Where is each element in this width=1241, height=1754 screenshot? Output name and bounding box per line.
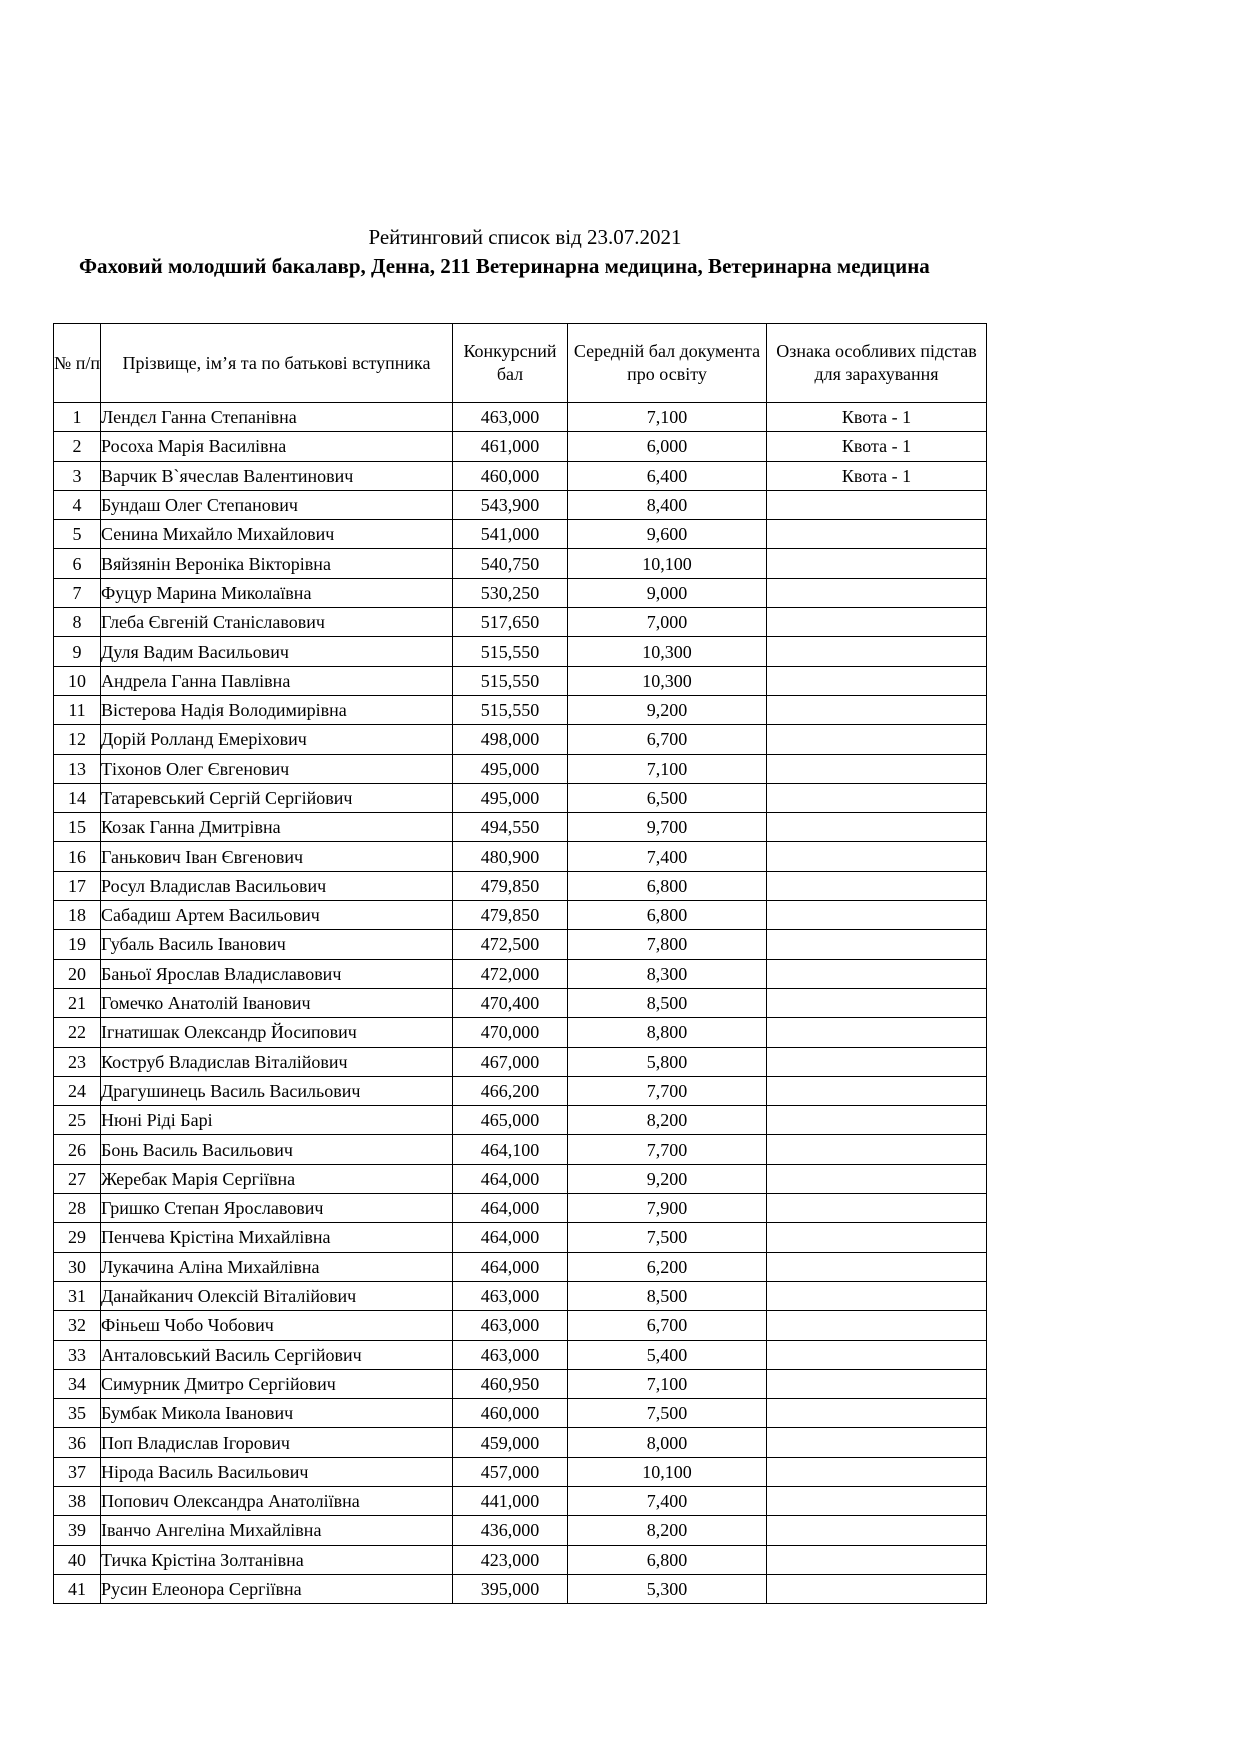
average-grade: 8,300 <box>568 959 767 988</box>
average-grade: 6,400 <box>568 461 767 490</box>
applicant-name: Іванчо Ангеліна Михайлівна <box>101 1516 453 1545</box>
table-row <box>54 1340 987 1369</box>
average-grade: 7,700 <box>568 1135 767 1164</box>
competition-score: 472,500 <box>453 930 568 959</box>
table-row <box>54 1135 987 1164</box>
competition-score: 467,000 <box>453 1047 568 1076</box>
header-average-grade: Середній бал документа про освіту <box>568 324 767 403</box>
special-grounds <box>767 1047 987 1076</box>
table-row <box>54 666 987 695</box>
rating-table <box>53 323 987 1604</box>
table-row <box>54 901 987 930</box>
average-grade: 5,800 <box>568 1047 767 1076</box>
average-grade: 6,700 <box>568 1311 767 1340</box>
special-grounds <box>767 725 987 754</box>
row-number: 7 <box>54 578 101 607</box>
applicant-name: Данайканич Олексій Віталійович <box>101 1281 453 1310</box>
average-grade: 9,200 <box>568 695 767 724</box>
row-number: 29 <box>54 1223 101 1252</box>
special-grounds <box>767 1223 987 1252</box>
applicant-name: Лендєл Ганна Степанівна <box>101 403 453 432</box>
average-grade: 7,500 <box>568 1399 767 1428</box>
competition-score: 463,000 <box>453 1281 568 1310</box>
applicant-name: Фуцур Марина Миколаївна <box>101 578 453 607</box>
applicant-name: Поп Владислав Ігорович <box>101 1428 453 1457</box>
row-number: 26 <box>54 1135 101 1164</box>
table-row <box>54 1399 987 1428</box>
row-number: 15 <box>54 813 101 842</box>
competition-score: 436,000 <box>453 1516 568 1545</box>
table-row <box>54 1164 987 1193</box>
table-row <box>54 608 987 637</box>
applicant-name: Сабадиш Артем Васильович <box>101 901 453 930</box>
average-grade: 7,000 <box>568 608 767 637</box>
table-row <box>54 930 987 959</box>
applicant-name: Попович Олександра Анатоліївна <box>101 1486 453 1515</box>
row-number: 5 <box>54 520 101 549</box>
competition-score: 465,000 <box>453 1106 568 1135</box>
special-grounds <box>767 988 987 1017</box>
special-grounds <box>767 959 987 988</box>
table-row <box>54 754 987 783</box>
row-number: 22 <box>54 1018 101 1047</box>
row-number: 39 <box>54 1516 101 1545</box>
competition-score: 540,750 <box>453 549 568 578</box>
row-number: 31 <box>54 1281 101 1310</box>
row-number: 9 <box>54 637 101 666</box>
table-row <box>54 432 987 461</box>
table-row <box>54 1369 987 1398</box>
average-grade: 6,000 <box>568 432 767 461</box>
row-number: 24 <box>54 1076 101 1105</box>
table-row <box>54 637 987 666</box>
competition-score: 541,000 <box>453 520 568 549</box>
document-title: Рейтинговий список від 23.07.2021 <box>368 225 682 249</box>
average-grade: 10,100 <box>568 549 767 578</box>
applicant-name: Варчик В`ячеслав Валентинович <box>101 461 453 490</box>
row-number: 4 <box>54 490 101 519</box>
competition-score: 441,000 <box>453 1486 568 1515</box>
applicant-name: Дорій Ролланд Емеріхович <box>101 725 453 754</box>
applicant-name: Бонь Василь Васильович <box>101 1135 453 1164</box>
table-row <box>54 1457 987 1486</box>
average-grade: 8,500 <box>568 988 767 1017</box>
row-number: 33 <box>54 1340 101 1369</box>
competition-score: 395,000 <box>453 1574 568 1603</box>
table-row <box>54 461 987 490</box>
header-full-name: Прізвище, ім’я та по батькові вступника <box>101 324 453 403</box>
applicant-name: Тіхонов Олег Євгенович <box>101 754 453 783</box>
row-number: 21 <box>54 988 101 1017</box>
special-grounds <box>767 1018 987 1047</box>
applicant-name: Бумбак Микола Іванович <box>101 1399 453 1428</box>
applicant-name: Ігнатишак Олександр Йосипович <box>101 1018 453 1047</box>
applicant-name: Сенина Михайло Михайлович <box>101 520 453 549</box>
special-grounds <box>767 1486 987 1515</box>
table-row <box>54 813 987 842</box>
competition-score: 464,000 <box>453 1194 568 1223</box>
applicant-name: Фіньеш Чобо Чобович <box>101 1311 453 1340</box>
applicant-name: Вяйзянін Вероніка Вікторівна <box>101 549 453 578</box>
table-header-row <box>54 324 987 403</box>
row-number: 38 <box>54 1486 101 1515</box>
header-competition-score: Конкурсний бал <box>453 324 568 403</box>
special-grounds: Квота - 1 <box>767 461 987 490</box>
competition-score: 479,850 <box>453 901 568 930</box>
applicant-name: Росоха Марія Василівна <box>101 432 453 461</box>
applicant-name: Дуля Вадим Васильович <box>101 637 453 666</box>
competition-score: 515,550 <box>453 666 568 695</box>
table-row <box>54 725 987 754</box>
row-number: 13 <box>54 754 101 783</box>
special-grounds <box>767 783 987 812</box>
average-grade: 6,700 <box>568 725 767 754</box>
table-row <box>54 1516 987 1545</box>
average-grade: 8,400 <box>568 490 767 519</box>
average-grade: 7,900 <box>568 1194 767 1223</box>
table-row <box>54 783 987 812</box>
special-grounds <box>767 1545 987 1574</box>
applicant-name: Губаль Василь Іванович <box>101 930 453 959</box>
special-grounds: Квота - 1 <box>767 432 987 461</box>
special-grounds <box>767 1516 987 1545</box>
competition-score: 495,000 <box>453 783 568 812</box>
competition-score: 463,000 <box>453 1340 568 1369</box>
special-grounds <box>767 1369 987 1398</box>
average-grade: 7,100 <box>568 403 767 432</box>
row-number: 25 <box>54 1106 101 1135</box>
table-row <box>54 1252 987 1281</box>
row-number: 35 <box>54 1399 101 1428</box>
table-row <box>54 1223 987 1252</box>
table-row <box>54 1281 987 1310</box>
row-number: 20 <box>54 959 101 988</box>
applicant-name: Бундаш Олег Степанович <box>101 490 453 519</box>
applicant-name: Нірода Василь Васильович <box>101 1457 453 1486</box>
row-number: 30 <box>54 1252 101 1281</box>
applicant-name: Татаревський Сергій Сергійович <box>101 783 453 812</box>
special-grounds <box>767 1311 987 1340</box>
table-row <box>54 1018 987 1047</box>
competition-score: 464,000 <box>453 1164 568 1193</box>
table-row <box>54 578 987 607</box>
special-grounds <box>767 1340 987 1369</box>
special-grounds <box>767 754 987 783</box>
average-grade: 9,600 <box>568 520 767 549</box>
header-special-grounds: Ознака особливих підстав для зарахування <box>767 324 987 403</box>
table-row <box>54 549 987 578</box>
document-subtitle: Фаховий молодший бакалавр, Денна, 211 Ветеринарна медицина, Ветеринарна медицина <box>79 254 930 278</box>
competition-score: 470,000 <box>453 1018 568 1047</box>
average-grade: 10,100 <box>568 1457 767 1486</box>
competition-score: 460,950 <box>453 1369 568 1398</box>
competition-score: 543,900 <box>453 490 568 519</box>
table-row <box>54 1106 987 1135</box>
table-row <box>54 959 987 988</box>
applicant-name: Росул Владислав Васильович <box>101 871 453 900</box>
special-grounds <box>767 842 987 871</box>
table-row <box>54 1076 987 1105</box>
applicant-name: Гришко Степан Ярославович <box>101 1194 453 1223</box>
special-grounds <box>767 930 987 959</box>
row-number: 34 <box>54 1369 101 1398</box>
average-grade: 7,400 <box>568 1486 767 1515</box>
competition-score: 461,000 <box>453 432 568 461</box>
row-number: 3 <box>54 461 101 490</box>
special-grounds <box>767 608 987 637</box>
row-number: 40 <box>54 1545 101 1574</box>
special-grounds <box>767 1076 987 1105</box>
special-grounds <box>767 1428 987 1457</box>
applicant-name: Андрела Ганна Павлівна <box>101 666 453 695</box>
row-number: 14 <box>54 783 101 812</box>
row-number: 2 <box>54 432 101 461</box>
competition-score: 479,850 <box>453 871 568 900</box>
table-row <box>54 871 987 900</box>
average-grade: 10,300 <box>568 637 767 666</box>
special-grounds: Квота - 1 <box>767 403 987 432</box>
competition-score: 515,550 <box>453 637 568 666</box>
row-number: 17 <box>54 871 101 900</box>
row-number: 23 <box>54 1047 101 1076</box>
special-grounds <box>767 1135 987 1164</box>
table-row <box>54 1311 987 1340</box>
row-number: 41 <box>54 1574 101 1603</box>
average-grade: 6,800 <box>568 1545 767 1574</box>
applicant-name: Нюні Ріді Барі <box>101 1106 453 1135</box>
applicant-name: Глеба Євгеній Станіславович <box>101 608 453 637</box>
special-grounds <box>767 637 987 666</box>
table-row <box>54 1574 987 1603</box>
competition-score: 463,000 <box>453 1311 568 1340</box>
competition-score: 515,550 <box>453 695 568 724</box>
row-number: 27 <box>54 1164 101 1193</box>
header-number: № п/п <box>54 324 101 403</box>
table-row <box>54 403 987 432</box>
average-grade: 6,200 <box>568 1252 767 1281</box>
special-grounds <box>767 1399 987 1428</box>
table-row <box>54 520 987 549</box>
special-grounds <box>767 1457 987 1486</box>
special-grounds <box>767 1252 987 1281</box>
special-grounds <box>767 1281 987 1310</box>
row-number: 32 <box>54 1311 101 1340</box>
average-grade: 6,800 <box>568 901 767 930</box>
applicant-name: Гомечко Анатолій Іванович <box>101 988 453 1017</box>
average-grade: 10,300 <box>568 666 767 695</box>
average-grade: 9,200 <box>568 1164 767 1193</box>
average-grade: 7,800 <box>568 930 767 959</box>
average-grade: 8,200 <box>568 1516 767 1545</box>
row-number: 16 <box>54 842 101 871</box>
competition-score: 464,000 <box>453 1223 568 1252</box>
special-grounds <box>767 871 987 900</box>
competition-score: 466,200 <box>453 1076 568 1105</box>
special-grounds <box>767 1194 987 1223</box>
table-row <box>54 1047 987 1076</box>
special-grounds <box>767 666 987 695</box>
row-number: 11 <box>54 695 101 724</box>
competition-score: 480,900 <box>453 842 568 871</box>
average-grade: 7,400 <box>568 842 767 871</box>
table-row <box>54 842 987 871</box>
average-grade: 6,500 <box>568 783 767 812</box>
applicant-name: Вістерова Надія Володимирівна <box>101 695 453 724</box>
applicant-name: Анталовський Василь Сергійович <box>101 1340 453 1369</box>
special-grounds <box>767 1164 987 1193</box>
table-row <box>54 1486 987 1515</box>
row-number: 28 <box>54 1194 101 1223</box>
applicant-name: Тичка Крістіна Золтанівна <box>101 1545 453 1574</box>
applicant-name: Русин Елеонора Сергіївна <box>101 1574 453 1603</box>
table-body <box>54 403 987 1604</box>
applicant-name: Жеребак Марія Сергіївна <box>101 1164 453 1193</box>
row-number: 6 <box>54 549 101 578</box>
average-grade: 9,000 <box>568 578 767 607</box>
applicant-name: Коструб Владислав Віталійович <box>101 1047 453 1076</box>
row-number: 1 <box>54 403 101 432</box>
special-grounds <box>767 813 987 842</box>
special-grounds <box>767 695 987 724</box>
applicant-name: Лукачина Аліна Михайлівна <box>101 1252 453 1281</box>
applicant-name: Пенчева Крістіна Михайлівна <box>101 1223 453 1252</box>
average-grade: 7,100 <box>568 754 767 783</box>
special-grounds <box>767 549 987 578</box>
competition-score: 457,000 <box>453 1457 568 1486</box>
average-grade: 8,500 <box>568 1281 767 1310</box>
row-number: 8 <box>54 608 101 637</box>
table-row <box>54 695 987 724</box>
average-grade: 5,400 <box>568 1340 767 1369</box>
special-grounds <box>767 901 987 930</box>
average-grade: 9,700 <box>568 813 767 842</box>
average-grade: 8,800 <box>568 1018 767 1047</box>
competition-score: 472,000 <box>453 959 568 988</box>
competition-score: 470,400 <box>453 988 568 1017</box>
special-grounds <box>767 1106 987 1135</box>
competition-score: 498,000 <box>453 725 568 754</box>
special-grounds <box>767 1574 987 1603</box>
average-grade: 7,700 <box>568 1076 767 1105</box>
table-row <box>54 1545 987 1574</box>
applicant-name: Драгушинець Василь Васильович <box>101 1076 453 1105</box>
competition-score: 459,000 <box>453 1428 568 1457</box>
average-grade: 7,100 <box>568 1369 767 1398</box>
row-number: 37 <box>54 1457 101 1486</box>
competition-score: 464,000 <box>453 1252 568 1281</box>
special-grounds <box>767 490 987 519</box>
competition-score: 530,250 <box>453 578 568 607</box>
applicant-name: Ганькович Іван Євгенович <box>101 842 453 871</box>
average-grade: 6,800 <box>568 871 767 900</box>
competition-score: 494,550 <box>453 813 568 842</box>
average-grade: 7,500 <box>568 1223 767 1252</box>
special-grounds <box>767 520 987 549</box>
competition-score: 460,000 <box>453 461 568 490</box>
table-row <box>54 1428 987 1457</box>
row-number: 19 <box>54 930 101 959</box>
row-number: 10 <box>54 666 101 695</box>
table-row <box>54 988 987 1017</box>
competition-score: 463,000 <box>453 403 568 432</box>
competition-score: 517,650 <box>453 608 568 637</box>
average-grade: 8,000 <box>568 1428 767 1457</box>
competition-score: 464,100 <box>453 1135 568 1164</box>
special-grounds <box>767 578 987 607</box>
row-number: 18 <box>54 901 101 930</box>
average-grade: 8,200 <box>568 1106 767 1135</box>
competition-score: 460,000 <box>453 1399 568 1428</box>
competition-score: 495,000 <box>453 754 568 783</box>
row-number: 12 <box>54 725 101 754</box>
average-grade: 5,300 <box>568 1574 767 1603</box>
applicant-name: Симурник Дмитро Сергійович <box>101 1369 453 1398</box>
table-row <box>54 1194 987 1223</box>
competition-score: 423,000 <box>453 1545 568 1574</box>
table-row <box>54 490 987 519</box>
row-number: 36 <box>54 1428 101 1457</box>
applicant-name: Козак Ганна Дмитрівна <box>101 813 453 842</box>
applicant-name: Баньої Ярослав Владиславович <box>101 959 453 988</box>
